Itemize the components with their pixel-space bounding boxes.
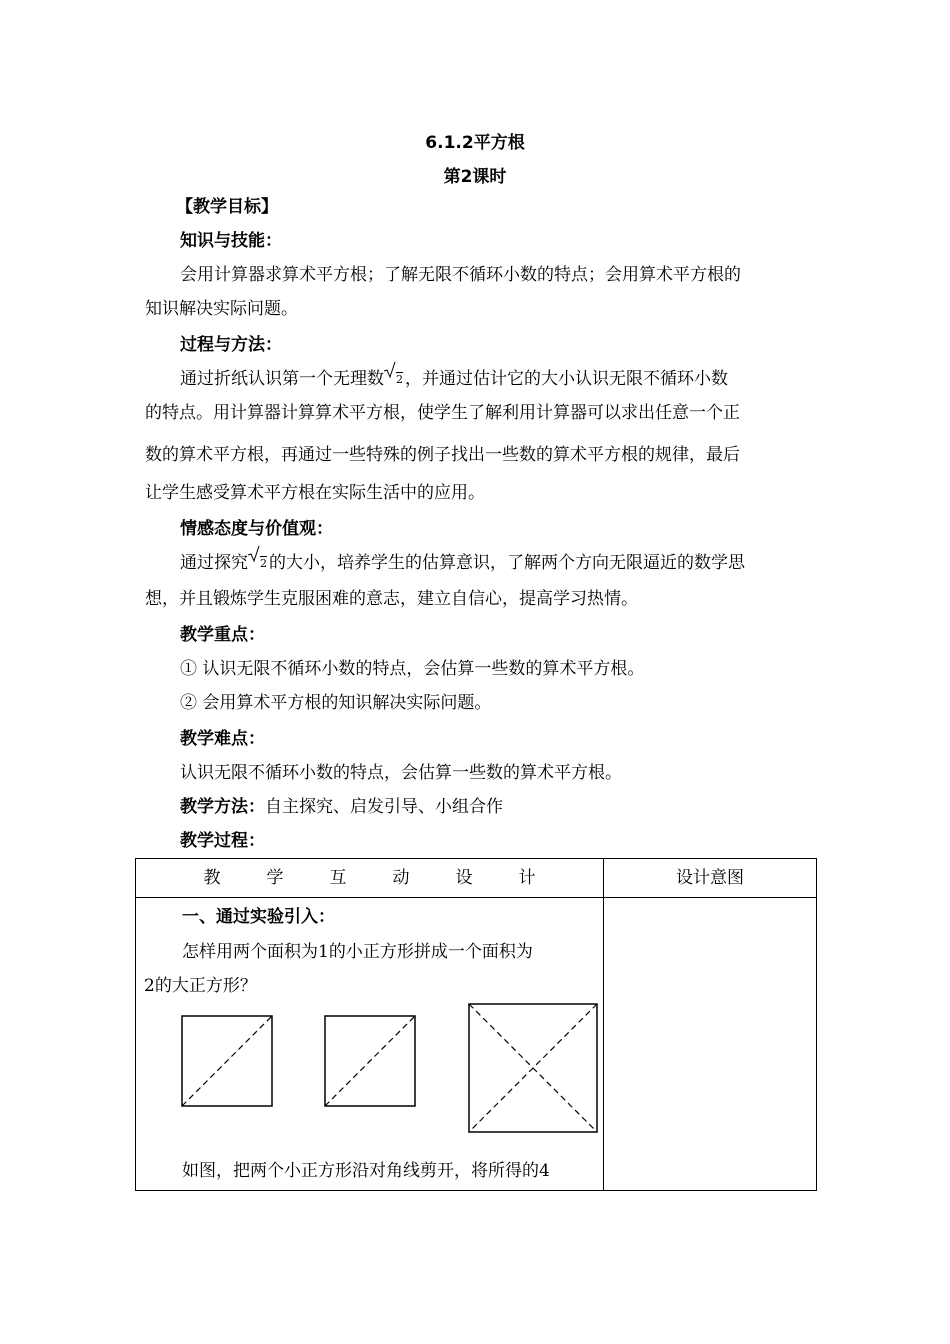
process-section-heading: 教学过程：	[180, 831, 265, 851]
section-explanation: 如图，把两个小正方形沿对角线剪开，将所得的4	[182, 1161, 550, 1181]
table-header-intent: 设计意图	[604, 859, 817, 898]
key-points-heading: 教学重点：	[180, 625, 265, 645]
sqrt-radicand: 2	[260, 556, 267, 570]
sqrt-radicand: 2	[396, 372, 403, 386]
methods-value: 自主探究、启发引导、小组合作	[265, 797, 503, 817]
key-point-item: ① 认识无限不循环小数的特点，会估算一些数的算术平方根。	[180, 659, 645, 679]
process-text: 数的算术平方根，再通过一些特殊的例子找出一些数的算术平方根的规律，最后	[145, 445, 740, 465]
page-title: 6.1.2平方根	[425, 133, 525, 153]
difficulty-item: 认识无限不循环小数的特点，会估算一些数的算术平方根。	[180, 763, 622, 783]
process-text-part: ，并通过估计它的大小认识无限不循环小数	[405, 369, 728, 389]
table-header-design: 教学互动设计	[136, 859, 604, 898]
process-text-part: 通过折纸认识第一个无理数	[180, 369, 384, 389]
section-title: 一、通过实验引入：	[182, 907, 335, 927]
section-question: 2的大正方形？	[144, 976, 257, 996]
process-heading: 过程与方法：	[180, 335, 282, 355]
emotion-text	[180, 546, 850, 581]
process-text: 的特点。用计算器计算算术平方根，使学生了解利用计算器可以求出任意一个正	[145, 403, 740, 423]
methods-heading: 教学方法：	[180, 797, 265, 817]
key-point-item: ② 会用算术平方根的知识解决实际问题。	[180, 693, 492, 713]
small-square-1-diagonal	[182, 1016, 272, 1106]
process-text: 让学生感受算术平方根在实际生活中的应用。	[145, 483, 485, 503]
design-cell	[136, 898, 604, 1191]
knowledge-heading: 知识与技能：	[180, 231, 282, 251]
intent-cell	[604, 898, 817, 1191]
difficulties-heading: 教学难点：	[180, 729, 265, 749]
sqrt-2-symbol	[384, 363, 405, 397]
section-question: 怎样用两个面积为1的小正方形拼成一个面积为	[182, 942, 533, 962]
emotion-text-part: 的大小，培养学生的估算意识，了解两个方向无限逼近的数学思	[269, 553, 745, 573]
squares-diagram	[136, 1003, 604, 1153]
emotion-text: 想，并且锻炼学生克服困难的意志，建立自信心，提高学习热情。	[145, 589, 638, 609]
process-text	[180, 362, 850, 397]
objectives-heading: 【教学目标】	[176, 197, 278, 217]
small-square-2-diagonal	[325, 1016, 415, 1106]
lesson-subtitle: 第2课时	[443, 167, 507, 187]
knowledge-text: 会用计算器求算术平方根；了解无限不循环小数的特点；会用算术平方根的	[180, 265, 741, 285]
emotion-heading: 情感态度与价值观：	[180, 519, 333, 539]
teaching-process-table	[135, 858, 817, 1191]
knowledge-text: 知识解决实际问题。	[145, 299, 298, 319]
methods-line	[180, 790, 850, 824]
sqrt-2-symbol	[248, 547, 269, 581]
emotion-text-part: 通过探究	[180, 553, 248, 573]
